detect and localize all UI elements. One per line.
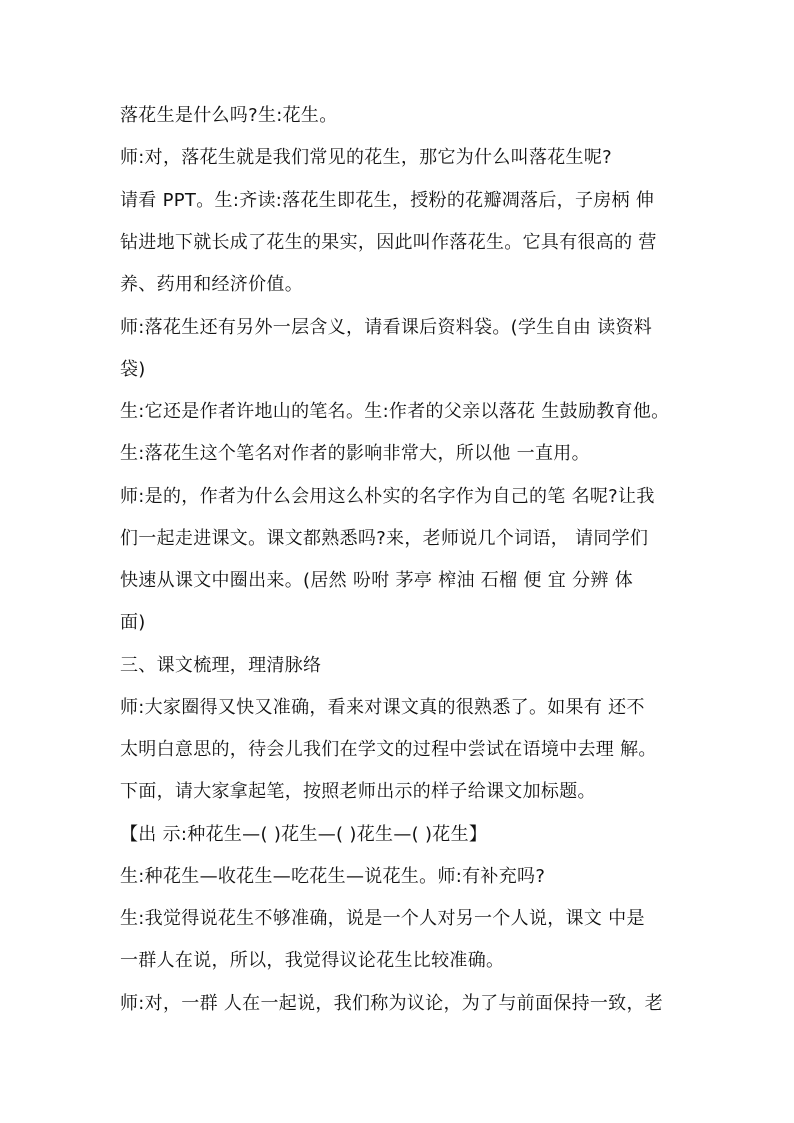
text-line: 师:对，一群 人在一起说，我们称为议论，为了与前面保持一致，老 xyxy=(120,993,664,1014)
text-line: 请看 PPT。生:齐读:落花生即花生，授粉的花瓣凋落后，子房柄 伸 xyxy=(120,190,655,211)
text-line: 生:落花生这个笔名对作者的影响非常大，所以他 一直用。 xyxy=(120,443,590,464)
text-line: 师:大家圈得又快又准确，看来对课文真的很熟悉了。如果有 还不 xyxy=(120,697,645,718)
text-line: 太明白意思的，待会儿我们在学文的过程中尝试在语境中去理 解。 xyxy=(120,739,657,760)
text-line: 们一起走进课文。课文都熟悉吗?来，老师说几个词语， 请同学们 xyxy=(120,528,649,549)
text-line: 钻进地下就长成了花生的果实，因此叫作落花生。它具有很高的 营 xyxy=(120,232,657,253)
text-line: 生:它还是作者许地山的笔名。生:作者的父亲以落花 生鼓励教育他。 xyxy=(120,401,670,422)
text-line: 师:是的，作者为什么会用这么朴实的名字作为自己的笔 名呢?让我 xyxy=(120,486,655,507)
section-heading: 三、课文梳理，理清脉络 xyxy=(120,655,322,676)
text-line: 师:对，落花生就是我们常见的花生，那它为什么叫落花生呢? xyxy=(120,147,613,168)
text-line: 下面，请大家拿起笔，按照老师出示的样子给课文加标题。 xyxy=(120,781,596,802)
text-line: 生:种花生—收花生—吃花生—说花生。师:有补充吗? xyxy=(120,866,546,887)
text-line: 袋) xyxy=(120,359,146,380)
text-line: 落花生是什么吗?生:花生。 xyxy=(120,105,338,126)
text-line: 一群人在说，所以，我觉得议论花生比较准确。 xyxy=(120,950,505,971)
text-line: 面) xyxy=(120,612,146,633)
text-line: 生:我觉得说花生不够准确，说是一个人对另一个人说，课文 中是 xyxy=(120,908,645,929)
text-line: 养、药用和经济价值。 xyxy=(120,274,303,295)
text-line: 快速从课文中圈出来。(居然 吩咐 茅亭 榨油 石榴 便 宜 分辨 体 xyxy=(120,570,633,591)
text-line: 师:落花生还有另外一层含义，请看课后资料袋。(学生自由 读资料 xyxy=(120,317,653,338)
text-line: 【出 示:种花生—( )花生—( )花生—( )花生】 xyxy=(120,824,488,845)
